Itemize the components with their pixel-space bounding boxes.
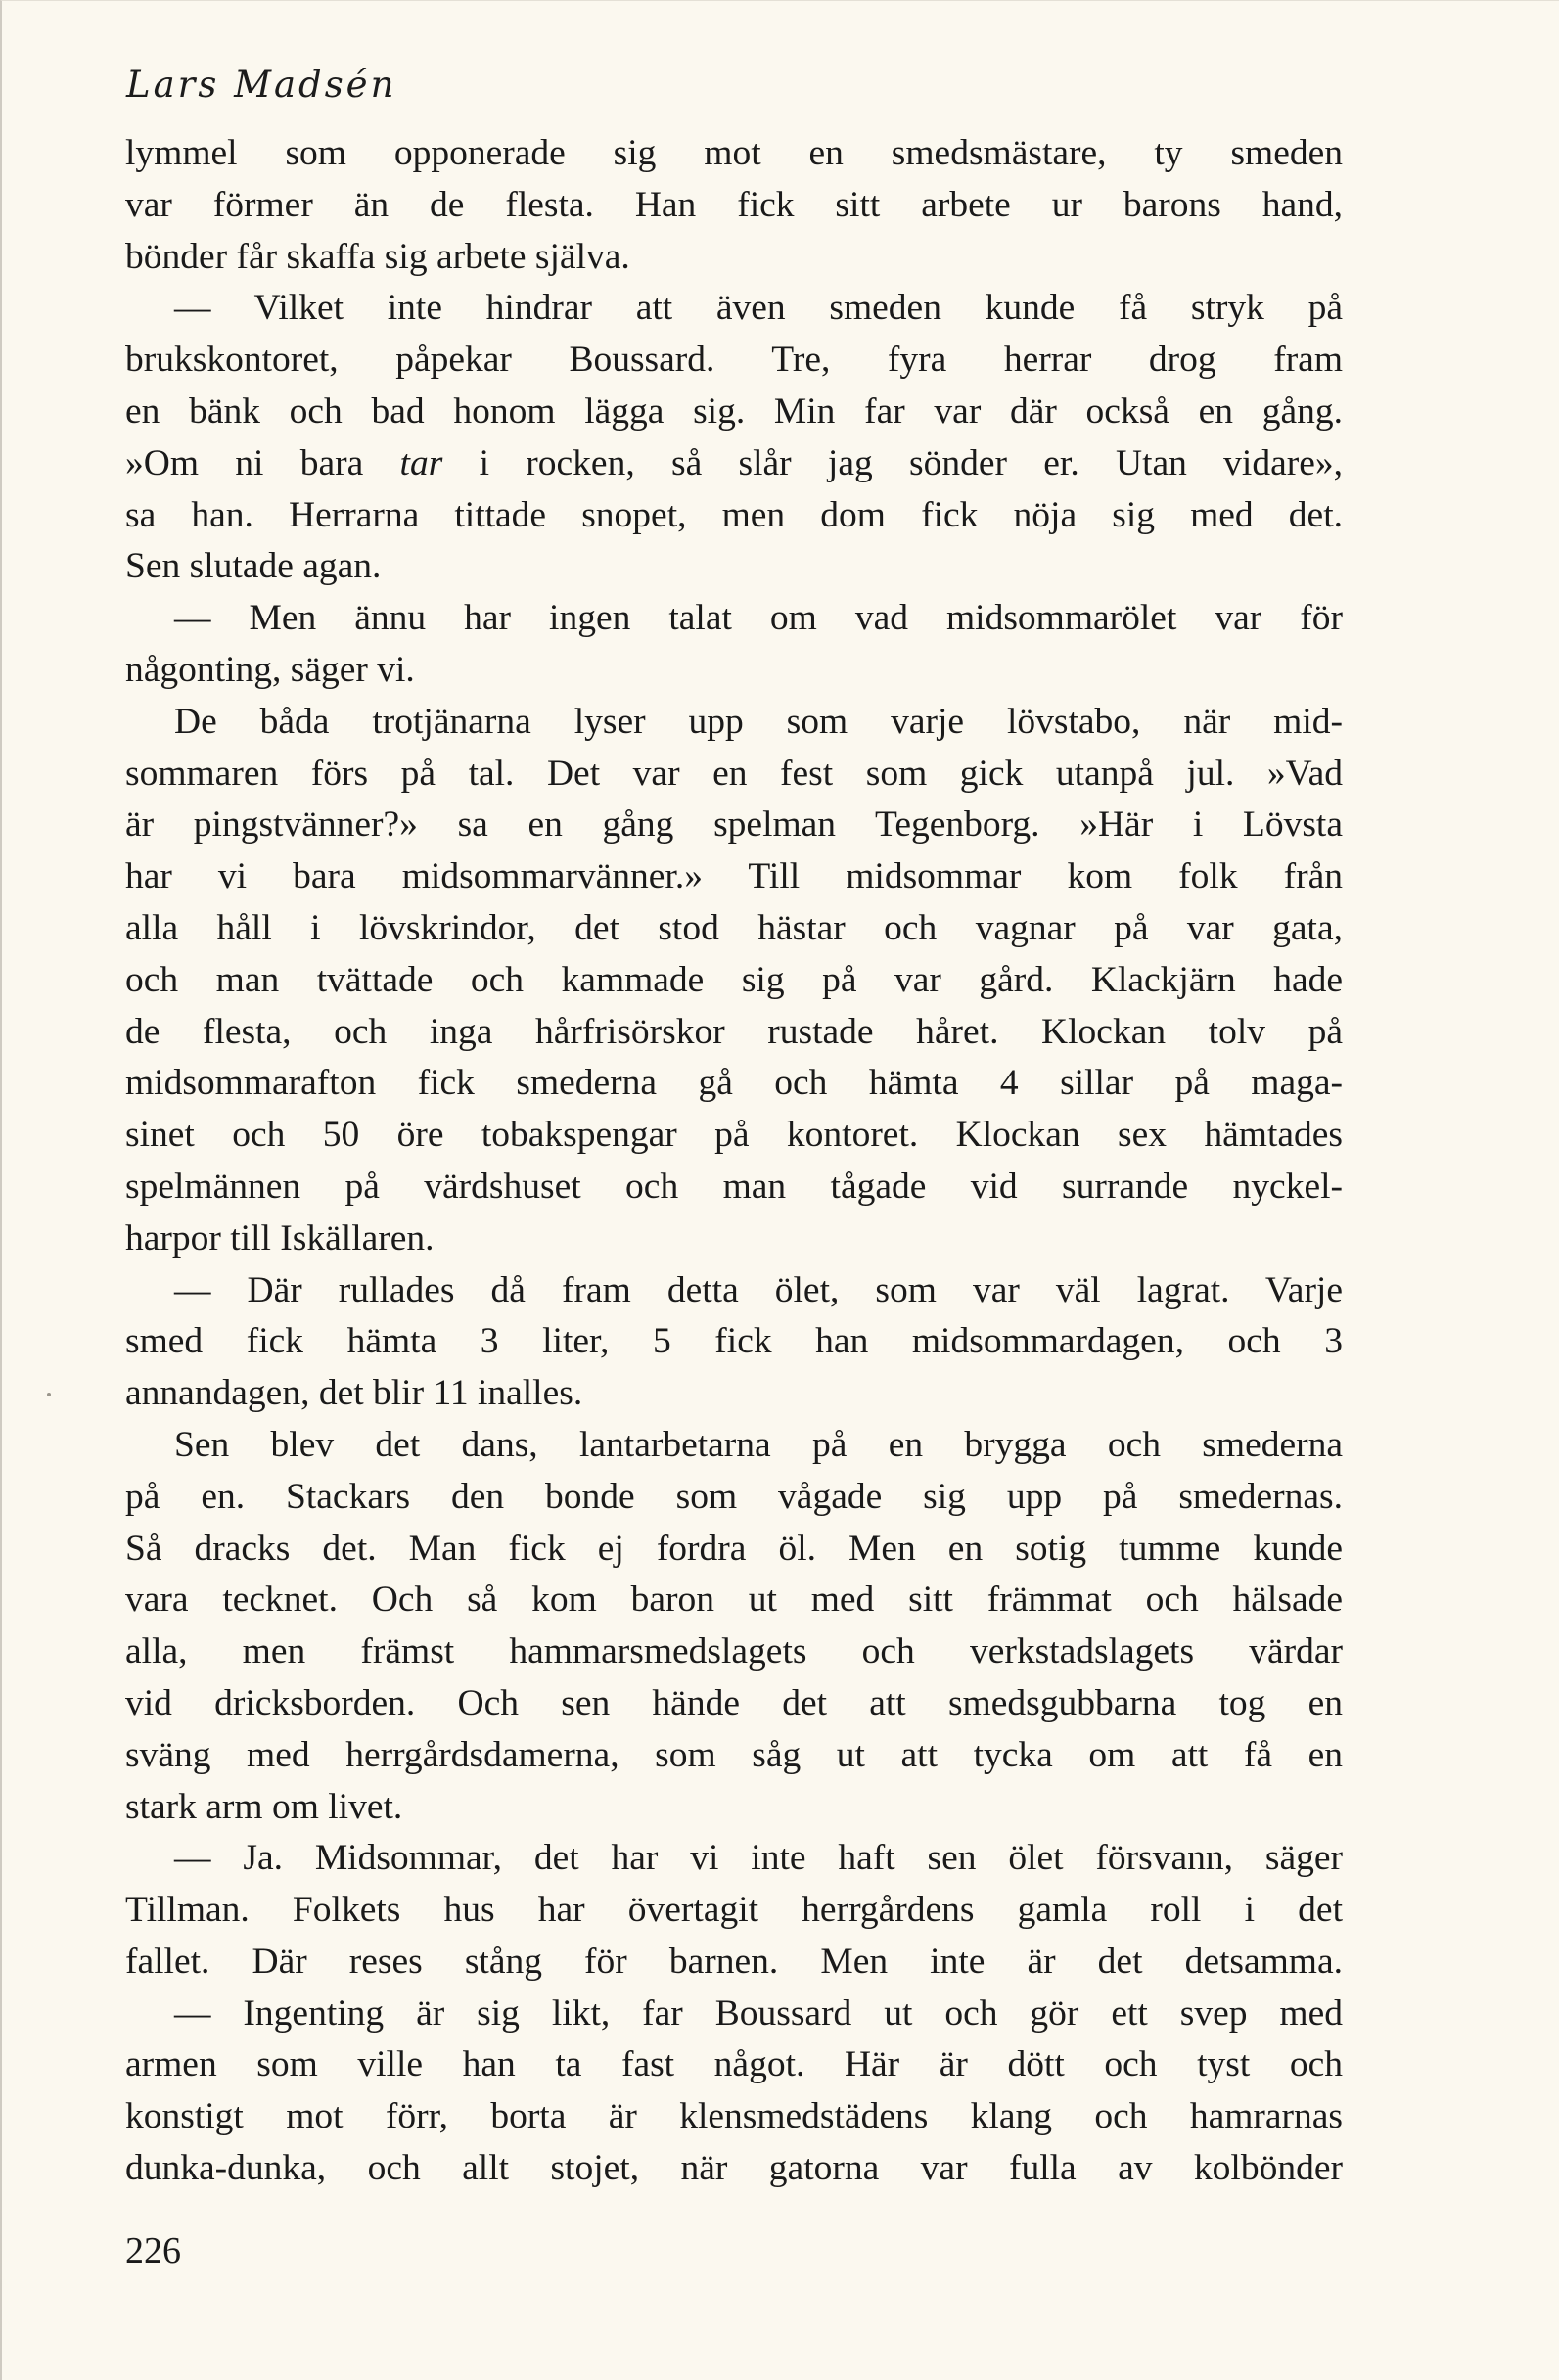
text-line: — Ja. Midsommar, det har vi inte haft sen ölet försvann, säger (174, 1838, 1343, 1879)
text-line: vara tecknet. Och så kom baron ut med sitt främmat och hälsade (125, 1579, 1343, 1621)
text-line: smed fick hämta 3 liter, 5 fick han midsommardagen, och 3 (125, 1321, 1343, 1362)
text-line: Sen blev det dans, lantarbetarna på en brygga och smederna (174, 1424, 1343, 1465)
text-line: bönder får skaffa sig arbete själva. (125, 236, 630, 277)
emphasis-word: tar (399, 442, 443, 483)
text-line: på en. Stackars den bonde som vågade sig upp på smedernas. (125, 1476, 1343, 1517)
text-line: »Om ni bara tar i rocken, så slår jag sönder er. Utan vidare», (125, 442, 1343, 483)
text-line: dunka-dunka, och allt stojet, när gatorna var fulla av kolbönder (125, 2148, 1343, 2189)
text-line: vid dricksborden. Och sen hände det att smedsgubbarna tog en (125, 1682, 1343, 1723)
text-line: — Vilket inte hindrar att även smeden kunde få stryk på (174, 288, 1343, 329)
text-line: var förmer än de flesta. Han fick sitt arbete ur barons hand, (125, 184, 1343, 225)
text-line: och man tvättade och kammade sig på var gård. Klackjärn hade (125, 959, 1343, 1000)
text-line: — Men ännu har ingen talat om vad midsommarölet var för (174, 598, 1343, 639)
body-text (125, 128, 1343, 2195)
text-line: harpor till Iskällaren. (125, 1217, 435, 1259)
page-number: 226 (125, 2230, 181, 2271)
text-line: lymmel som opponerade sig mot en smedsmästare, ty smeden (125, 133, 1343, 173)
text-line: De båda trotjänarna lyser upp som varje lövstabo, när mid- (174, 701, 1343, 742)
text-line: Så dracks det. Man fick ej fordra öl. Men en sotig tumme kunde (125, 1528, 1343, 1569)
text-line: sinet och 50 öre tobakspengar på kontoret. Klockan sex hämtades (125, 1115, 1343, 1156)
text-line: någonting, säger vi. (125, 649, 415, 690)
text-line: annandagen, det blir 11 inalles. (125, 1373, 583, 1414)
running-head: Lars Madsén (126, 64, 397, 106)
text-line: alla håll i lövskrindor, det stod hästar och vagnar på var gata, (125, 907, 1343, 948)
text-line: Tillman. Folkets hus har övertagit herrgårdens gamla roll i det (125, 1890, 1343, 1931)
text-line: sväng med herrgårdsdamerna, som såg ut att tycka om att få en (125, 1734, 1343, 1775)
text-line: Sen slutade agan. (125, 546, 382, 587)
text-line: — Där rullades då fram detta ölet, som var väl lagrat. Varje (174, 1269, 1343, 1310)
paper-speck (47, 1393, 51, 1396)
text-line: konstigt mot förr, borta är klensmedstädens klang och hamrarnas (125, 2096, 1343, 2137)
text-line: armen som ville han ta fast något. Här är dött och tyst och (125, 2044, 1343, 2085)
text-line: brukskontoret, påpekar Boussard. Tre, fyra herrar drog fram (125, 340, 1343, 381)
text-line: är pingstvänner?» sa en gång spelman Tegenborg. »Här i Lövsta (125, 804, 1343, 846)
text-line: stark arm om livet. (125, 1786, 403, 1827)
text-line: alla, men främst hammarsmedslagets och verkstadslagets värdar (125, 1631, 1343, 1672)
text-line: sommaren förs på tal. Det var en fest som gick utanpå jul. »Vad (125, 753, 1343, 794)
text-line: sa han. Herrarna tittade snopet, men dom fick nöja sig med det. (125, 494, 1343, 535)
text-line: en bänk och bad honom lägga sig. Min far var där också en gång. (125, 390, 1343, 432)
text-line: midsommarafton fick smederna gå och hämta 4 sillar på maga- (125, 1063, 1343, 1104)
text-line: de flesta, och inga hårfrisörskor rustade håret. Klockan tolv på (125, 1011, 1343, 1052)
text-line: spelmännen på värdshuset och man tågade vid surrande nyckel- (125, 1166, 1343, 1207)
text-line: fallet. Där reses stång för barnen. Men inte är det detsamma. (125, 1941, 1343, 1982)
text-line: — Ingenting är sig likt, far Boussard ut och gör ett svep med (174, 1992, 1343, 2034)
text-line: har vi bara midsommarvänner.» Till midsommar kom folk från (125, 856, 1343, 897)
